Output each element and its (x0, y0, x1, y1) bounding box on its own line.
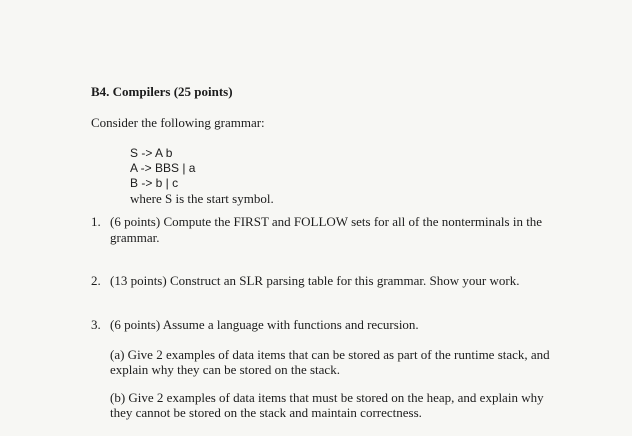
intro-text: Consider the following grammar: (91, 115, 265, 130)
subpart-text-line: (b) Give 2 examples of data items that must be stored on the heap, and explain why (110, 390, 544, 405)
question-text-line: (6 points) Compute the FIRST and FOLLOW sets for all of the nonterminals in the (110, 214, 543, 229)
question-text-line: grammar. (110, 230, 160, 245)
question-number: 2. (91, 273, 101, 288)
subpart-text-line: explain why they can be stored on the stack. (110, 362, 340, 377)
section-heading: B4. Compilers (25 points) (91, 84, 233, 99)
grammar-rule-s: S -> A b (130, 146, 173, 160)
question-number: 1. (91, 214, 101, 229)
grammar-rule-b: B -> b | c (130, 176, 179, 190)
question-text-line: (6 points) Assume a language with functions and recursion. (110, 317, 419, 332)
grammar-rule-a: A -> BBS | a (130, 161, 196, 175)
subpart-text-line: (a) Give 2 examples of data items that can be stored as part of the runtime stack, and (110, 347, 550, 362)
question-number: 3. (91, 317, 101, 332)
question-text-line: (13 points) Construct an SLR parsing table for this grammar. Show your work. (110, 273, 520, 288)
grammar-start-note: where S is the start symbol. (130, 191, 274, 206)
subpart-text-line: they cannot be stored on the stack and maintain correctness. (110, 405, 422, 420)
